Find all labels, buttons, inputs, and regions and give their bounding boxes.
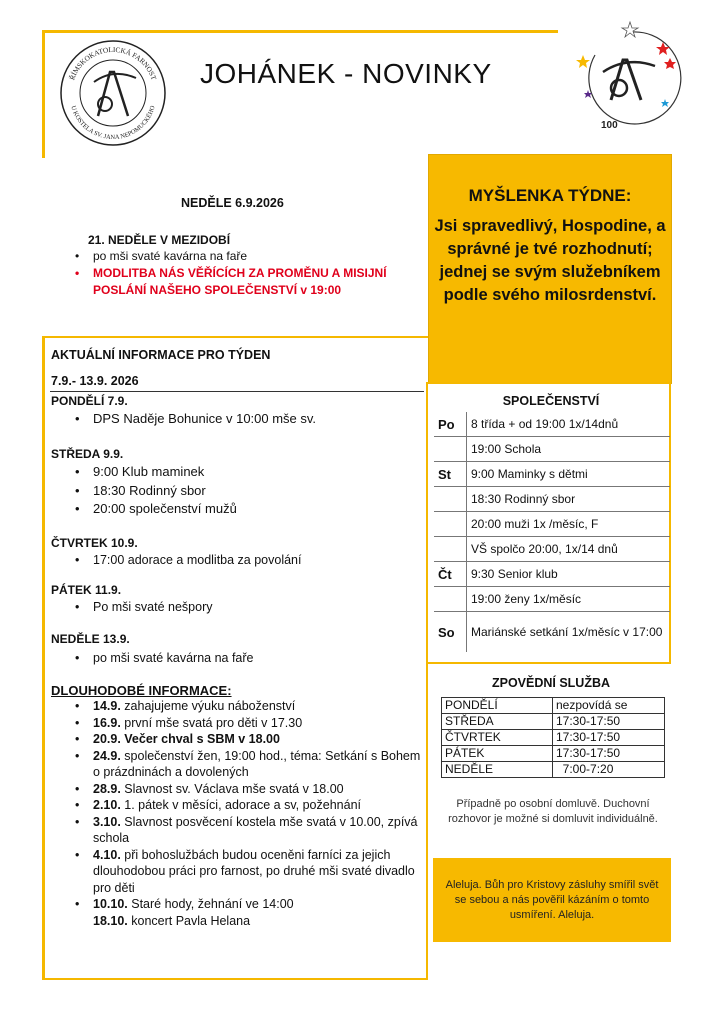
table-row: PONDĚLÍ nezpovídá se bbox=[442, 698, 665, 714]
week-title: AKTUÁLNÍ INFORMACE PRO TÝDEN bbox=[51, 348, 271, 362]
table-row: So Mariánské setkání 1x/měsíc v 17:00 bbox=[434, 612, 670, 653]
day-label: NEDĚLE 13.9. bbox=[51, 632, 130, 646]
table-row: 20:00 muži 1x /měsíc, F bbox=[434, 512, 670, 537]
week-frame-top bbox=[42, 336, 428, 338]
sunday-list bbox=[71, 248, 401, 299]
svg-text:100: 100 bbox=[601, 120, 618, 130]
day-items bbox=[71, 551, 301, 570]
list-item: • po mši svaté kavárna na faře bbox=[71, 248, 401, 265]
day-label: PÁTEK 11.9. bbox=[51, 583, 122, 597]
star-icon bbox=[664, 58, 676, 69]
parish-seal-logo bbox=[58, 38, 168, 148]
confession-note: Případně po osobní domluvě. Duchovní rozhovor je možné si domluvit individuálně. bbox=[448, 798, 658, 825]
list-item: • 14.9. zahajujeme výuku náboženství bbox=[71, 698, 421, 715]
anniversary-logo bbox=[575, 20, 685, 130]
list-item: • 10.10. Staré hody, žehnání ve 14:00 bbox=[71, 896, 421, 913]
star-icon bbox=[622, 22, 638, 37]
divider bbox=[50, 391, 424, 392]
list-item: • 9:00 Klub maminek bbox=[71, 463, 237, 482]
header-frame-top bbox=[42, 30, 558, 33]
longterm-list bbox=[71, 698, 421, 929]
star-icon bbox=[661, 99, 669, 107]
sunday-subtitle: 21. NEDĚLE V MEZIDOBÍ bbox=[88, 233, 231, 247]
page-title: JOHÁNEK - NOVINKY bbox=[200, 58, 492, 89]
table-row: Čt 9:30 Senior klub bbox=[434, 562, 670, 587]
confession-title: ZPOVĚDNÍ SLUŽBA bbox=[491, 676, 611, 690]
closing-text: Aleluja. Bůh pro Kristovy zásluhy smířil svět se sebou a nás pověřil kázáním o tomto usmíření. Aleluja. bbox=[445, 879, 659, 921]
list-item: • DPS Naděje Bohunice v 10:00 mše sv. bbox=[71, 410, 316, 429]
community-table bbox=[434, 412, 670, 652]
list-item: • 20.9. Večer chval s SBM v 18.00 bbox=[71, 731, 421, 748]
table-row: 19:00 ženy 1x/měsíc bbox=[434, 587, 670, 612]
day-label: ČTVRTEK 10.9. bbox=[51, 536, 138, 550]
table-row: PÁTEK 17:30-17:50 bbox=[442, 746, 665, 762]
week-frame-left bbox=[42, 336, 45, 980]
list-item: 18.10. koncert Pavla Helana bbox=[93, 913, 251, 928]
day-label: STŘEDA 9.9. bbox=[51, 447, 124, 461]
list-item: • po mši svaté kavárna na faře bbox=[71, 649, 254, 668]
day-items bbox=[71, 598, 213, 617]
week-frame-right bbox=[426, 382, 428, 978]
confession-table bbox=[441, 697, 665, 778]
header-frame-left bbox=[42, 30, 45, 158]
week-frame-bottom bbox=[42, 978, 428, 980]
community-frame-bottom bbox=[426, 662, 671, 664]
table-row: St 9:00 Maminky s dětmi bbox=[434, 462, 670, 487]
day-items bbox=[71, 463, 237, 519]
list-item: • 2.10. 1. pátek v měsíci, adorace a sv, požehnání bbox=[71, 797, 421, 814]
list-item: • 18:30 Rodinný sbor bbox=[71, 482, 237, 501]
svg-text:U KOSTELA SV. JANA NEPOMUCKÉHO: U KOSTELA SV. JANA NEPOMUCKÉHO bbox=[69, 104, 157, 141]
table-row: VŠ spolčo 20:00, 1x/14 dnů bbox=[434, 537, 670, 562]
list-item: • Po mši svaté nešpory bbox=[71, 598, 213, 617]
longterm-title: DLOUHODOBÉ INFORMACE: bbox=[51, 683, 232, 698]
table-row: ČTVRTEK 17:30-17:50 bbox=[442, 730, 665, 746]
day-label: PONDĚLÍ 7.9. bbox=[51, 394, 128, 408]
day-items bbox=[71, 649, 254, 668]
list-item: • 4.10. při bohoslužbách budou oceněni farníci za jejich dlouhodobou práci pro farnost, po druhé mši svaté divadlo pro děti bbox=[71, 847, 421, 897]
list-item: • 20:00 společenství mužů bbox=[71, 500, 237, 519]
day-items bbox=[71, 410, 316, 429]
svg-text:ŘÍMSKOKATOLICKÁ FARNOST: ŘÍMSKOKATOLICKÁ FARNOST bbox=[68, 45, 158, 82]
thought-text: Jsi spravedlivý, Hospodine, a správné je tvé rozhodnutí; jednej se svým služebníkem podle svého milosrdenství. bbox=[434, 217, 666, 304]
list-item: • MODLITBA NÁS VĚŘÍCÍCH ZA PROMĚNU A MISIJNÍ POSLÁNÍ NAŠEHO SPOLEČENSTVÍ v 19:00 bbox=[71, 265, 401, 299]
thought-title: MYŠLENKA TÝDNE: bbox=[468, 186, 632, 205]
sunday-date: NEDĚLE 6.9.2026 bbox=[181, 196, 284, 210]
table-row: NEDĚLE 7:00-7:20 bbox=[442, 762, 665, 778]
community-title: SPOLEČENSTVÍ bbox=[502, 394, 600, 408]
star-icon bbox=[576, 55, 590, 68]
table-row: 18:30 Rodinný sbor bbox=[434, 487, 670, 512]
list-item: • 17:00 adorace a modlitba za povolání bbox=[71, 551, 301, 570]
community-frame-top bbox=[426, 382, 670, 384]
table-row: Po 8 třída + od 19:00 1x/14dnů bbox=[434, 412, 670, 437]
star-icon bbox=[656, 42, 670, 55]
table-row: STŘEDA 17:30-17:50 bbox=[442, 714, 665, 730]
week-range: 7.9.- 13.9. 2026 bbox=[51, 374, 139, 388]
list-item: • 3.10. Slavnost posvěcení kostela mše svatá v 10.00, zpívá schola bbox=[71, 814, 421, 847]
list-item: • 16.9. první mše svatá pro děti v 17.30 bbox=[71, 715, 421, 732]
list-item: • 24.9. společenství žen, 19:00 hod., téma: Setkání s Bohem o prázdninách a dovolených bbox=[71, 748, 421, 781]
table-row: 19:00 Schola bbox=[434, 437, 670, 462]
list-item: • 28.9. Slavnost sv. Václava mše svatá v 18.00 bbox=[71, 781, 421, 798]
